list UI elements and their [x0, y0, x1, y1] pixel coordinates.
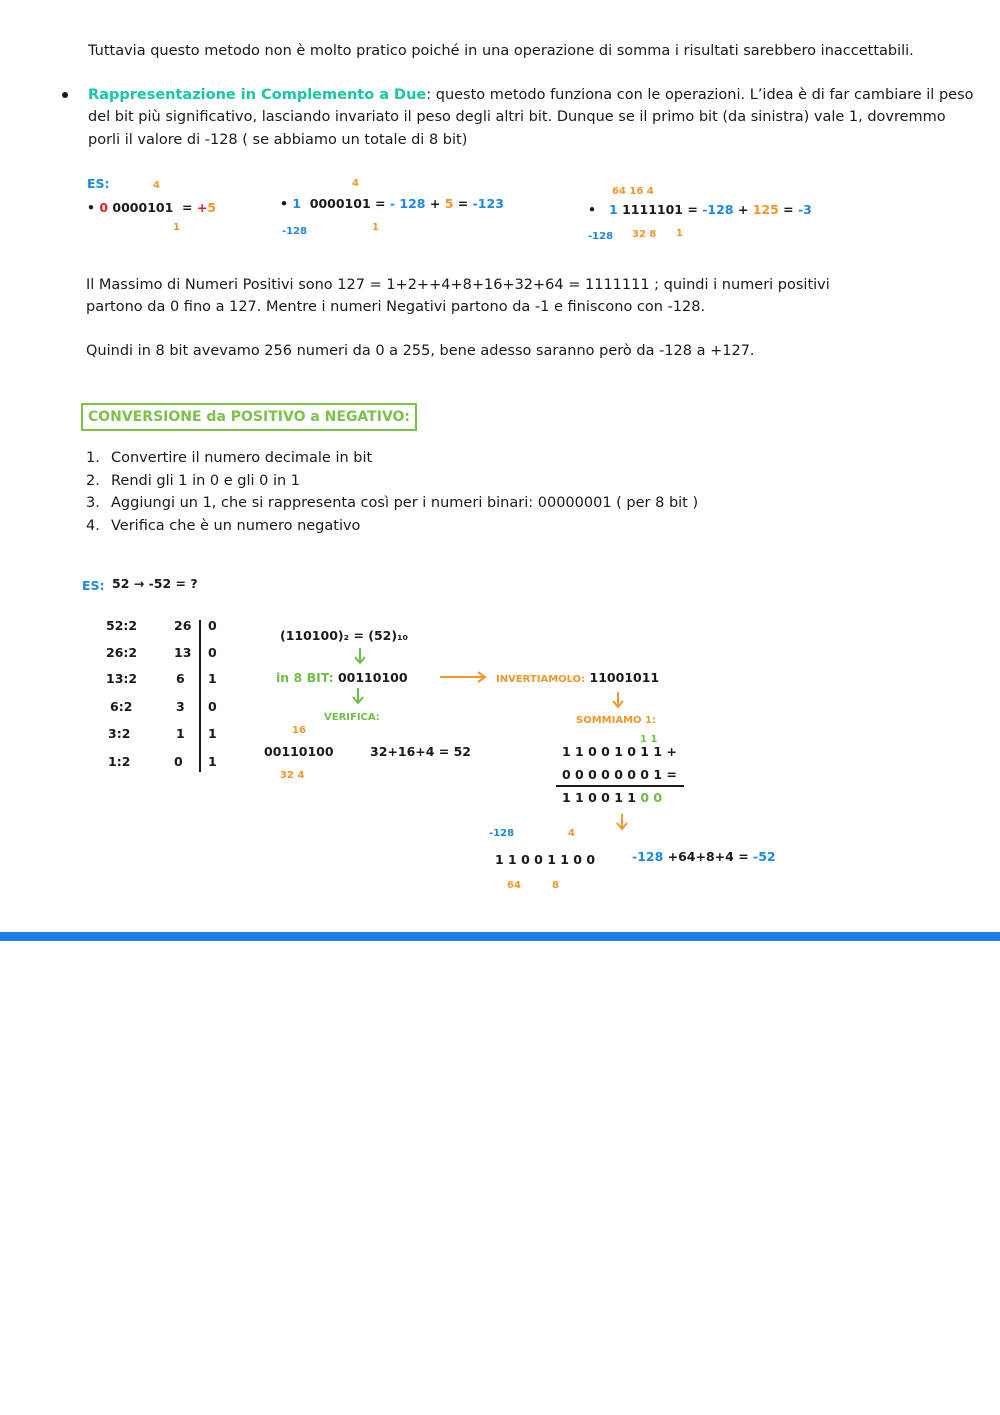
ex-b-weight: -128 [282, 226, 308, 237]
final-top-left-weight: -128 [489, 828, 515, 839]
example-c [588, 184, 828, 244]
ex-b-first-bit: 1 [292, 196, 302, 211]
invert-value: 11001011 [589, 670, 660, 685]
ex-b-neg: - 128 [389, 196, 426, 211]
ex-c-top-weights: 64 16 4 [612, 186, 654, 197]
verifica-top-weight: 16 [292, 725, 306, 736]
es-label-1: ES: [87, 176, 110, 191]
steps-list [86, 447, 698, 537]
ex-a-result: 5 [207, 200, 217, 215]
division-quotient: 1 [176, 726, 185, 741]
division-quotient: 3 [176, 699, 185, 714]
division-remainder: 0 [208, 699, 217, 714]
ex-b-five: 5 [444, 196, 454, 211]
section-heading: CONVERSIONE da POSITIVO a NEGATIVO: [81, 403, 417, 431]
ex-b-expression: • 1 0000101 = - 128 + 5 = -123 [280, 196, 504, 211]
division-remainder: 1 [208, 671, 217, 686]
para1-line1: Il Massimo di Numeri Positivi sono 127 = 1+2++4+8+16+32+64 = 1111111 ; quindi i numeri positivi [86, 277, 830, 293]
ex-c-expression: • 1 1111101 = -128 + 125 = -3 [588, 202, 812, 217]
bullet-line-3: porli il valore di -128 ( se abbiamo un totale di 8 bit) [88, 132, 468, 148]
ex-b-eq2: = [457, 196, 469, 211]
ex-c-plus: + [737, 202, 749, 217]
final-mid: +64+8+4 = [667, 849, 749, 864]
ex-c-eq2: = [783, 202, 794, 217]
division-op: 1:2 [108, 754, 131, 769]
verifica-label: VERIFICA: [324, 712, 380, 723]
ex-c-bottom-one: 1 [676, 228, 683, 239]
ex-a-expression: • 0 0000101 = +5 [87, 200, 217, 215]
ex-c-result: -3 [797, 202, 812, 217]
division-op: 3:2 [108, 726, 131, 741]
down-arrow-icon [614, 814, 630, 832]
add-row-1: 1 1 0 0 1 0 1 1 + [562, 744, 677, 759]
division-op: 26:2 [106, 645, 138, 660]
verifica-value: 00110100 [264, 744, 334, 759]
division-op: 6:2 [110, 699, 133, 714]
bullet-dot [62, 92, 68, 98]
para2: Quindi in 8 bit avevamo 256 numeri da 0 a 255, bene adesso saranno però da -128 a +127. [86, 343, 755, 359]
division-quotient: 6 [176, 671, 185, 686]
problem-statement: 52 → -52 = ? [112, 576, 198, 591]
ex-b-bottom-weight: 1 [372, 222, 379, 233]
ex-a-first-bit: 0 [99, 200, 109, 215]
list-item: 1. Convertire il numero decimale in bit [86, 450, 373, 466]
in8bit-row [276, 670, 408, 685]
ex-a-eq: = [182, 200, 193, 215]
highlight-term: Rappresentazione in Complemento a Due [88, 87, 427, 103]
final-result: -52 [753, 849, 776, 864]
invert-row [496, 670, 659, 685]
ex-a-bottom-weight: 1 [173, 222, 180, 233]
final-bottom-left-weight: 64 [507, 880, 521, 891]
final-value: 1 1 0 0 1 1 0 0 [495, 852, 596, 867]
division-quotient: 13 [174, 645, 192, 660]
example-a [87, 180, 237, 240]
add-row-2: 0 0 0 0 0 0 0 1 = [562, 767, 677, 782]
down-arrow-icon [350, 688, 366, 706]
ex-c-first-bit: 1 [609, 202, 618, 217]
bullet-line-1-rest: : questo metodo funziona con le operazioni. L’idea è di far cambiare il peso [426, 87, 974, 103]
binary-equation: (110100)₂ = (52)₁₀ [280, 628, 409, 643]
ex-b-top-weight: 4 [352, 178, 359, 189]
division-remainder: 0 [208, 618, 217, 633]
division-quotient: 26 [174, 618, 192, 633]
final-top-right-weight: 4 [568, 828, 575, 839]
division-remainder: 1 [208, 726, 217, 741]
division-table [100, 616, 230, 776]
bullet-line-2: del bit più significativo, lasciando invariato il peso degli altri bit. Dunque se il primo bit (da sinistra) vale 1, dovremmo [88, 109, 946, 125]
intro-line: Tuttavia questo metodo non è molto pratico poiché in una operazione di somma i risultati sarebbero inaccettabili. [88, 43, 914, 59]
ex-b-bits: 0000101 [309, 196, 371, 211]
down-arrow-icon [610, 692, 626, 710]
ex-a-sign: + [196, 200, 208, 215]
add-result-main: 1 1 0 0 1 1 [562, 790, 636, 805]
right-arrow-icon [440, 670, 490, 684]
sum-line [556, 785, 684, 787]
down-arrow-icon [352, 648, 368, 666]
in8bit-label: in 8 BIT: [276, 670, 334, 685]
ex-b-result: -123 [472, 196, 504, 211]
list-item: 3. Aggiungi un 1, che si rappresenta così per i numeri binari: 00000001 ( per 8 bit ) [86, 495, 699, 511]
ex-c-125: 125 [752, 202, 779, 217]
carry-digits: 1 1 [640, 734, 658, 745]
final-bottom-right-weight: 8 [552, 880, 559, 891]
para1-line2: partono da 0 fino a 127. Mentre i numeri Negativi partono da -1 e finiscono con -128. [86, 299, 706, 315]
verifica-sum: 32+16+4 = 52 [370, 744, 472, 759]
verifica-bottom-weights: 32 4 [280, 770, 305, 781]
ex-a-bits: 0000101 [112, 200, 174, 215]
add-result [562, 790, 662, 805]
add-result-tail: 0 0 [640, 790, 663, 805]
division-op: 13:2 [106, 671, 138, 686]
list-item: 2. Rendi gli 1 in 0 e gli 0 in 1 [86, 472, 301, 489]
division-quotient: 0 [174, 754, 183, 769]
ex-b-plus: + [429, 196, 441, 211]
ex-b-eq: = [375, 196, 386, 211]
bullet-line-1 [88, 84, 974, 107]
ex-c-bottom-weights: 32 8 [632, 229, 657, 240]
sommiamo-label: SOMMIAMO 1: [576, 715, 656, 726]
ex-c-neg: -128 [702, 202, 734, 217]
division-remainder: 0 [208, 645, 217, 660]
division-op: 52:2 [106, 618, 138, 633]
division-divider [199, 620, 201, 772]
in8bit-value: 00110100 [337, 670, 408, 685]
ex-a-top-weight: 4 [153, 180, 160, 191]
invert-label: INVERTIAMOLO: [496, 674, 586, 685]
final-sum [632, 849, 776, 864]
final-neg: -128 [632, 849, 664, 864]
example-b [280, 176, 540, 246]
es-label-2: ES: [82, 578, 105, 593]
ex-c-eq: = [687, 202, 698, 217]
ex-c-weight: -128 [588, 231, 614, 242]
list-item: 4. Verifica che è un numero negativo [86, 517, 361, 534]
bottom-rule [0, 932, 1000, 941]
ex-c-bits: 1111101 [622, 202, 683, 217]
division-remainder: 1 [208, 754, 217, 769]
